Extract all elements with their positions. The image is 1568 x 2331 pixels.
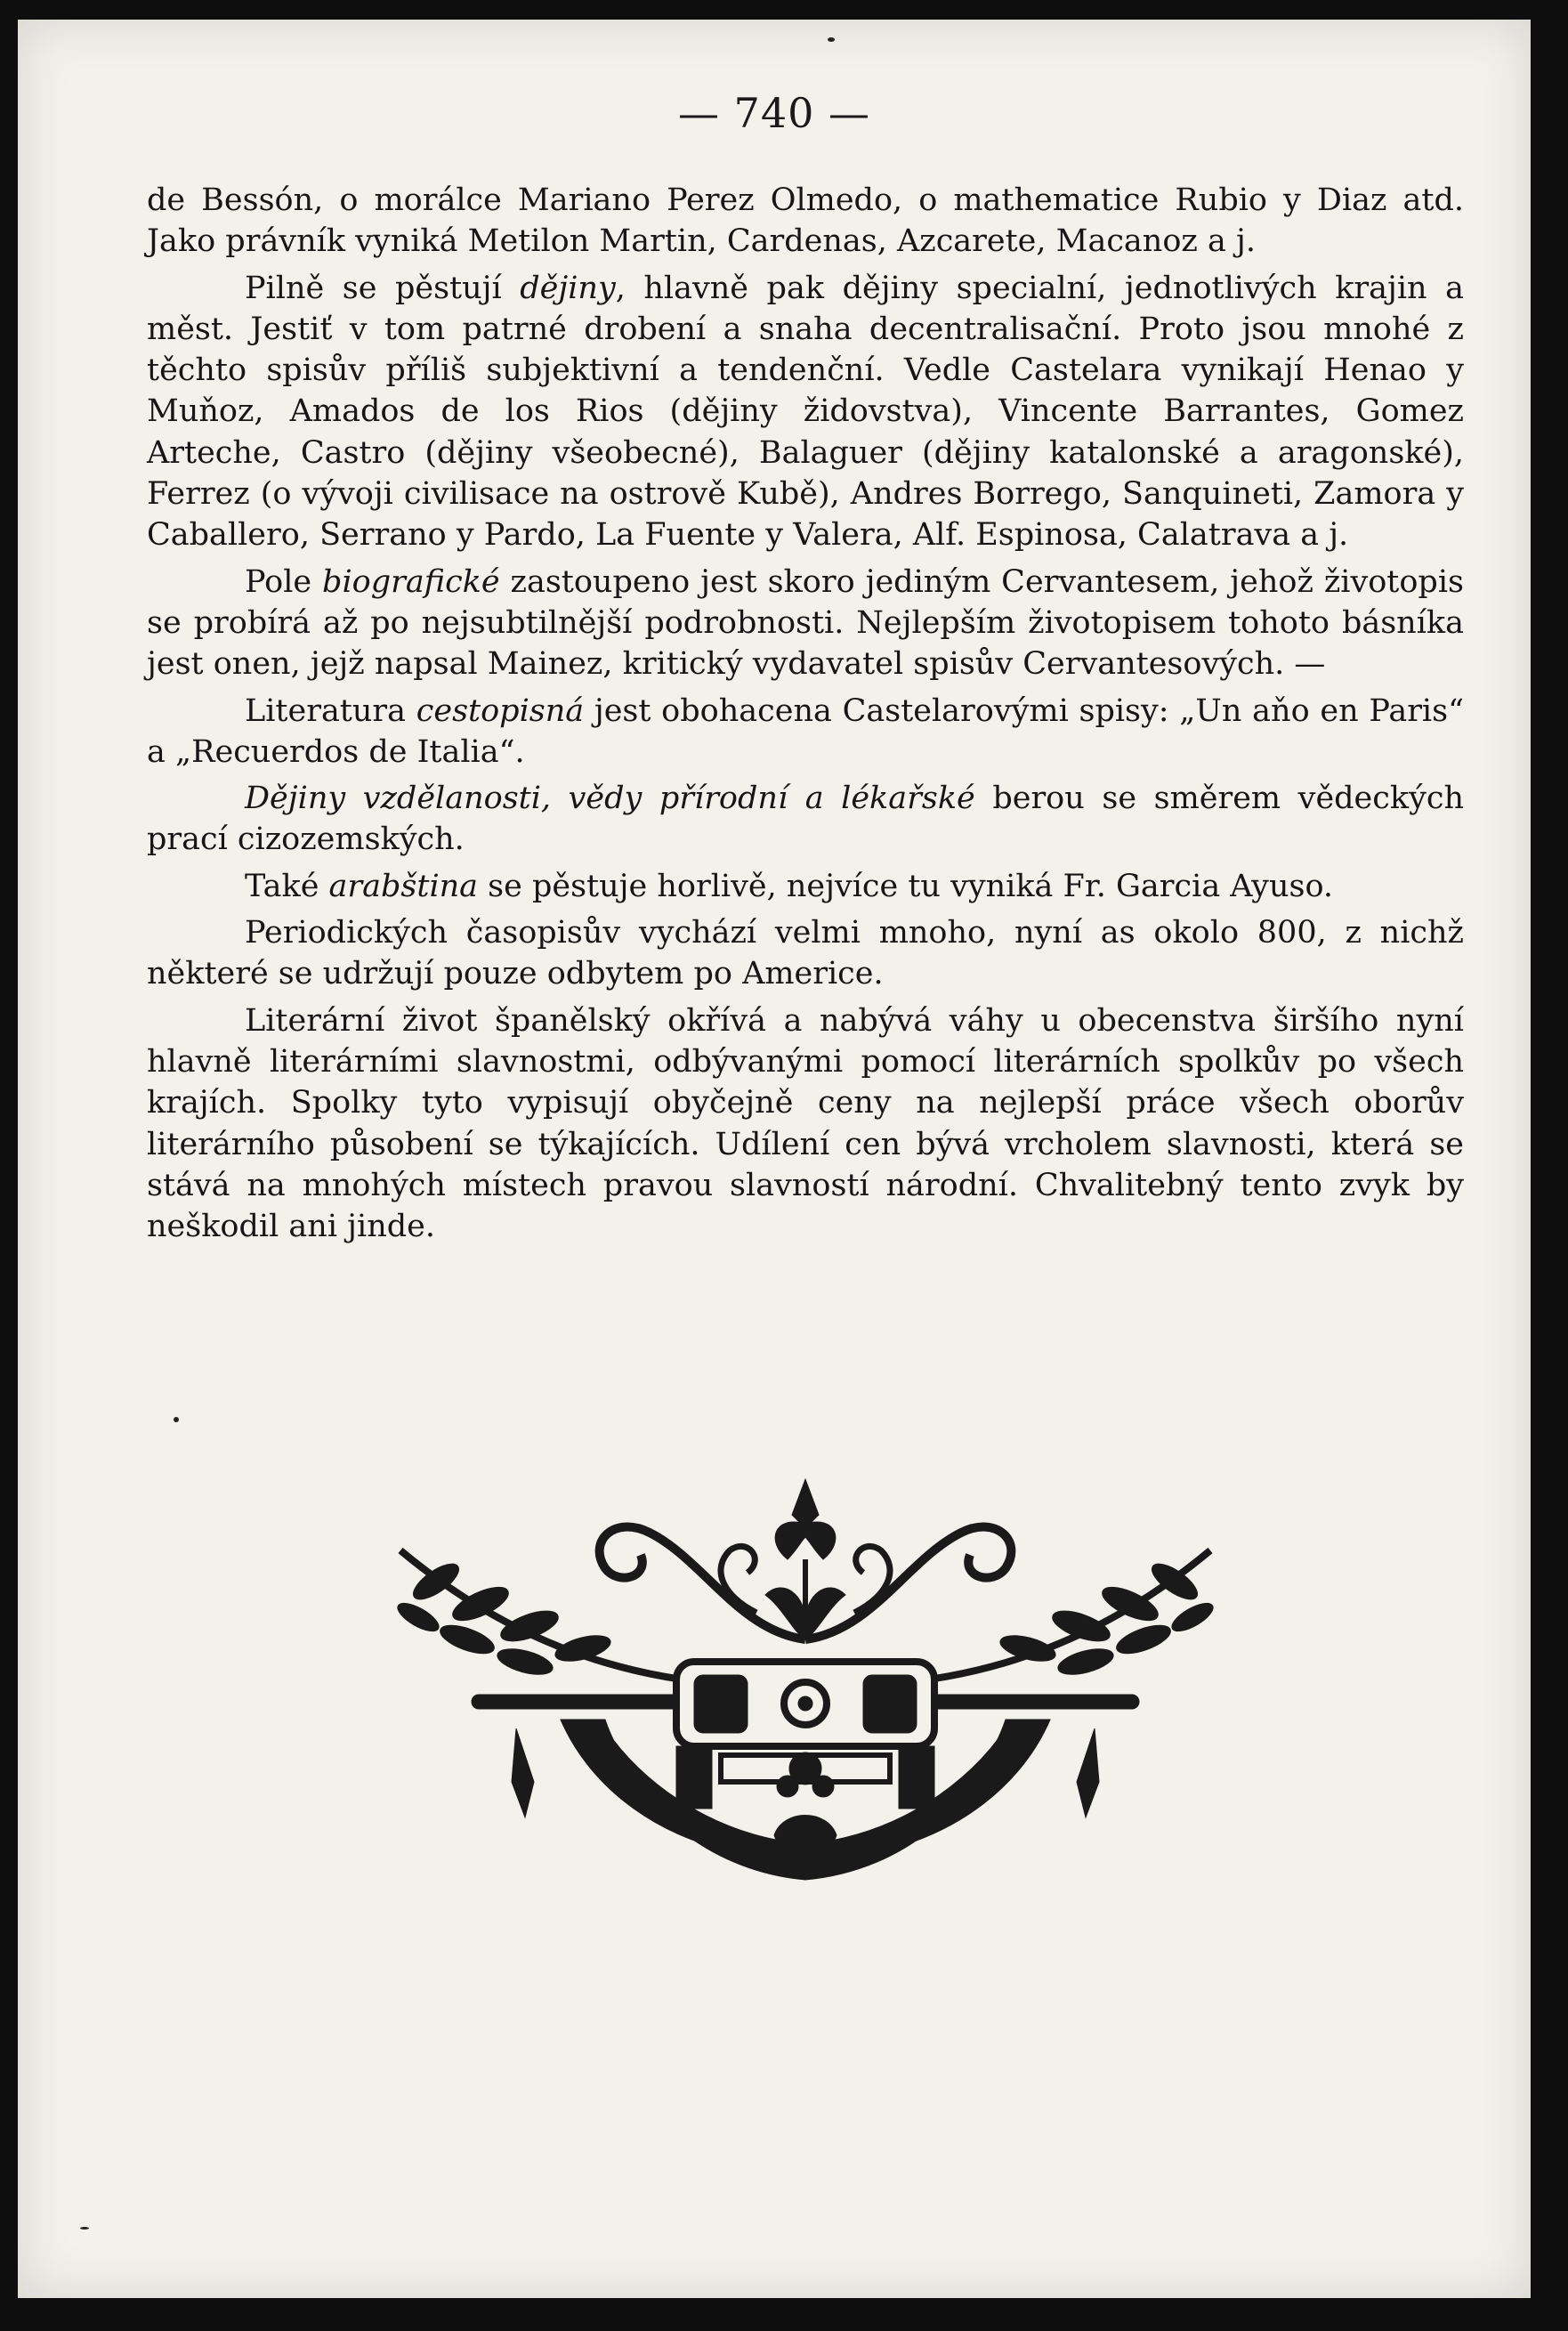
floral-vignette-icon [383,1461,1228,1924]
emphasized-text: Dějiny vzdělanosti, vědy přírodní a lékařské [245,781,975,817]
dust-speck [174,1417,179,1422]
text-run: de Bessón, o morálce Mariano Perez Olmedo, o mathematice Rubio y Diaz atd. Jako právník vyniká Metilon Martin, Cardenas, Azcarete, Macanoz a j. [147,182,1464,260]
paragraph [147,691,1464,773]
paragraph [147,778,1464,861]
text-run: Také [245,868,329,904]
emphasized-text: dějiny [520,270,616,306]
text-run: , hlavně pak dějiny specialní, jednotlivých krajin a měst. Jestiť v tom patrné drobení a snaha decentralisační. Proto jsou mnohé z těchto spisův příliš subjektivní a tendenční. Vedle Castelara vynikají Henao y Muňoz, Amados de los Rios (dějiny židovstva), Vincente Barrantes, Gomez Arteche, Castro (dějiny všeobecné), Balaguer (dějiny katalonské a aragonské), Ferrez (o vývoji civilisace na ostrově Kubě), Andres Borrego, Sanquineti, Zamora y Caballero, Serrano y Pardo, La Fuente y Valera, Alf. Espinosa, Calatrava a j. [147,270,1465,554]
text-run: Pilně se pěstují [245,270,521,306]
paragraph [147,1000,1464,1248]
dust-speck [80,2227,89,2230]
text-run: se pěstuje horlivě, nejvíce tu vyniká Fr. Garcia Ayuso. [478,868,1334,904]
emphasized-text: cestopisná [416,692,585,729]
text-run: berou se směrem vědeckých prací cizozemských. [147,781,1464,858]
text-run: jest obohacena Castelarovými spisy: „Un aňo en Paris“ a „Recuerdos de Italia“. [147,692,1464,770]
paragraph [147,562,1464,685]
book-page [18,20,1531,2298]
text-run: zastoupeno jest skoro jediným Cervantesem, jehož životopis se probírá až po nejsubtilnější podrobnosti. Nejlepším životopisem tohoto básníka jest onen, jejž napsal Mainez, kritický vydavatel spisův Cervantesových. — [147,563,1464,683]
paragraph [147,912,1464,995]
emphasized-text: arabština [328,868,479,904]
emphasized-text: biografické [322,563,500,600]
dust-speck [828,37,835,42]
body-text [147,180,1464,1252]
paragraph [147,180,1464,263]
text-run: Pole [245,563,323,600]
text-run: Literární život španělský okřívá a nabývá váhy u obecenstva širšího nyní hlavně literárními slavnostmi, odbývanými pomocí literárních spolkův po všech krajích. Spolky tyto vypisují obyčejně ceny na nejlepší práce všech oborův literárního působení se týkajících. Udílení cen bývá vrcholem slavnosti, která se stává na mnohých místech pravou slavností národní. Chvalitebný tento zvyk by neškodil ani jinde. [147,1002,1464,1245]
page-number: — 740 — [677,89,871,137]
text-run: Literatura [245,692,416,729]
paragraph [147,268,1464,556]
text-run: Periodických časopisův vychází velmi mnoho, nyní as okolo 800, z nichž některé se udržují pouze odbytem po Americe. [147,915,1464,992]
paragraph [147,866,1464,907]
